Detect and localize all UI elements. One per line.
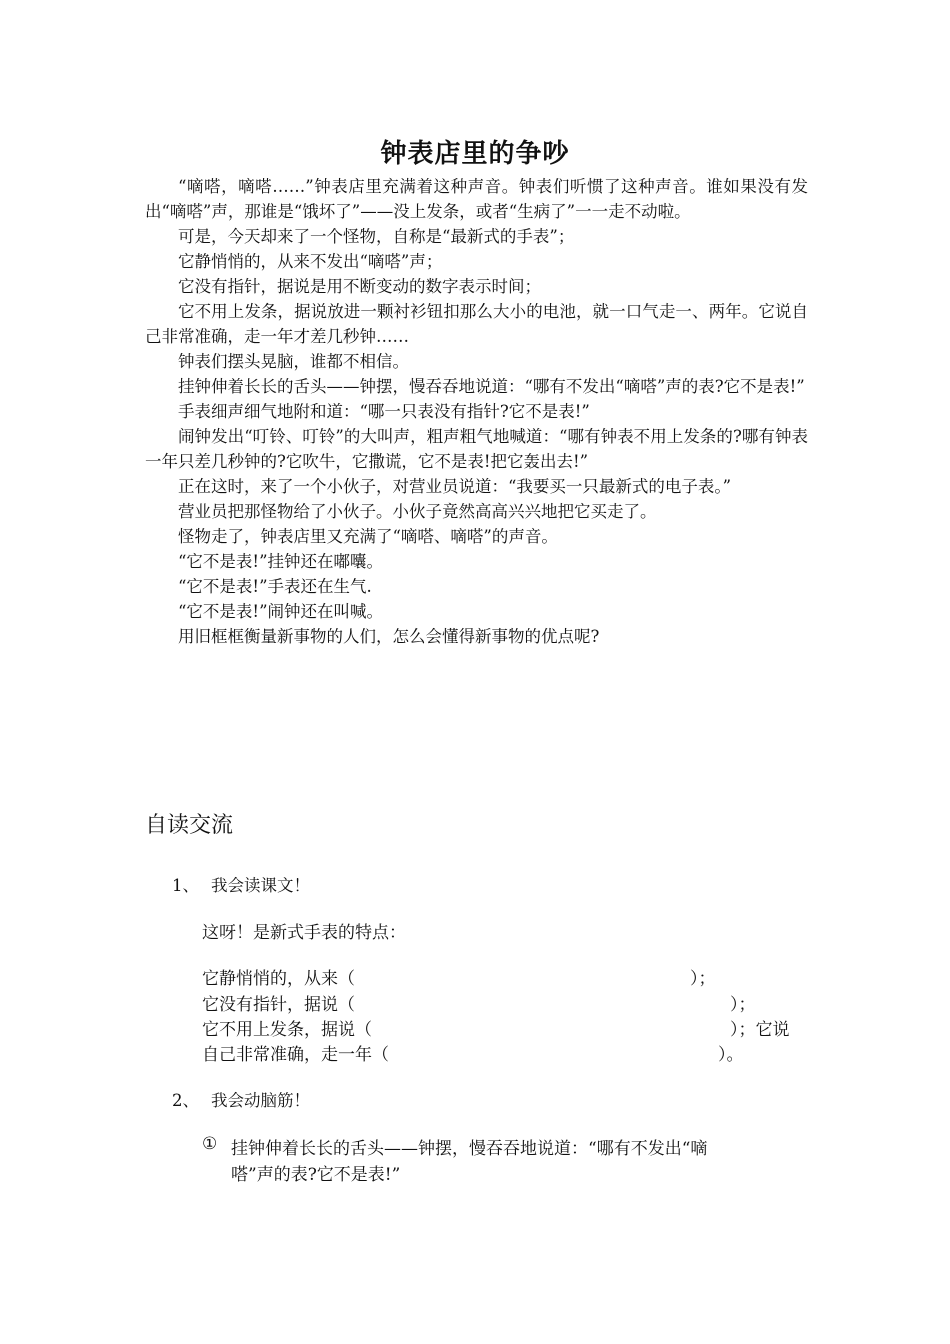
story-paragraph: “它不是表!”闹钟还在叫喊。 (178, 602, 384, 621)
story-paragraph: “嘀嗒，嘀嗒……”钟表店里充满着这种声音。钟表们听惯了这种声音。谁如果没有发出“嘀嗒”声，那谁是“饿坏了”——没上发条，或者“生病了”一一走不动啦。 (145, 177, 808, 221)
story-paragraph: 手表细声细气地附和道：“哪一只表没有指针?它不是表!” (178, 402, 590, 421)
question-2-text: 我会动脑筋！ (211, 1091, 310, 1110)
story-paragraph: “它不是表!”手表还在生气. (178, 577, 372, 596)
fill-line-2-prefix: 它没有指针，据说（ (202, 995, 355, 1015)
story-paragraph: 钟表们摆头晃脑，谁都不相信。 (178, 352, 409, 371)
story-paragraph: 挂钟伸着长长的舌头——钟摆，慢吞吞地说道：“哪有不发出“嘀嗒”声的表?它不是表!” (178, 377, 805, 396)
fill-line-2-suffix: ）； (730, 995, 756, 1015)
fill-line-4-suffix: ）。 (718, 1045, 744, 1065)
section-heading: 自读交流 (145, 813, 234, 838)
story-paragraph: 闹钟发出“叮铃、叮铃”的大叫声，粗声粗气地喊道：“哪有钟表不用上发条的?哪有钟表一年只差几秒钟的?它吹牛，它撒谎，它不是表!把它轰出去!” (145, 427, 808, 471)
story-paragraph: 营业员把那怪物给了小伙子。小伙子竟然高高兴兴地把它买走了。 (178, 502, 657, 521)
story-paragraph: 它静悄悄的，从来不发出“嘀嗒”声； (178, 252, 443, 271)
question-2-number: 2、 (172, 1091, 199, 1110)
story-body (145, 174, 808, 649)
fill-line-4-prefix: 自己非常准确，走一年（ (202, 1045, 389, 1065)
story-paragraph: 用旧框框衡量新事物的人们，怎么会懂得新事物的优点呢? (178, 627, 600, 646)
question-1-number: 1、 (172, 876, 199, 895)
question-1-intro: 这呀！是新式手表的特点： (202, 923, 406, 943)
story-paragraph: 它不用上发条，据说放进一颗衬衫钮扣那么大小的电池，就一口气走一、两年。它说自己非常准确，走一年才差几秒钟…… (145, 302, 808, 346)
question-2-item-line-2: 嗒”声的表?它不是表!” (231, 1165, 401, 1185)
fill-line-3-suffix: ）；它说 (730, 1020, 790, 1040)
story-paragraph: 可是，今天却来了一个怪物，自称是“最新式的手表”； (178, 227, 575, 246)
story-paragraph: 正在这时，来了一个小伙子，对营业员说道：“我要买一只最新式的电子表。” (178, 477, 732, 496)
fill-line-3-prefix: 它不用上发条，据说（ (202, 1020, 372, 1040)
fill-line-1-prefix: 它静悄悄的，从来（ (202, 969, 355, 989)
story-paragraph: “它不是表!”挂钟还在嘟囔。 (178, 552, 384, 571)
question-1-text: 我会读课文！ (211, 876, 310, 895)
page-title: 钟表店里的争吵 (380, 139, 570, 169)
fill-line-1-suffix: ）； (690, 969, 716, 989)
question-2-item-line-1: 挂钟伸着长长的舌头——钟摆，慢吞吞地说道：“哪有不发出“嘀 (231, 1139, 708, 1159)
circled-number-marker: ① (202, 1134, 218, 1154)
story-paragraph: 它没有指针，据说是用不断变动的数字表示时间； (178, 277, 541, 296)
story-paragraph: 怪物走了，钟表店里又充满了“嘀嗒、嘀嗒”的声音。 (178, 527, 558, 546)
